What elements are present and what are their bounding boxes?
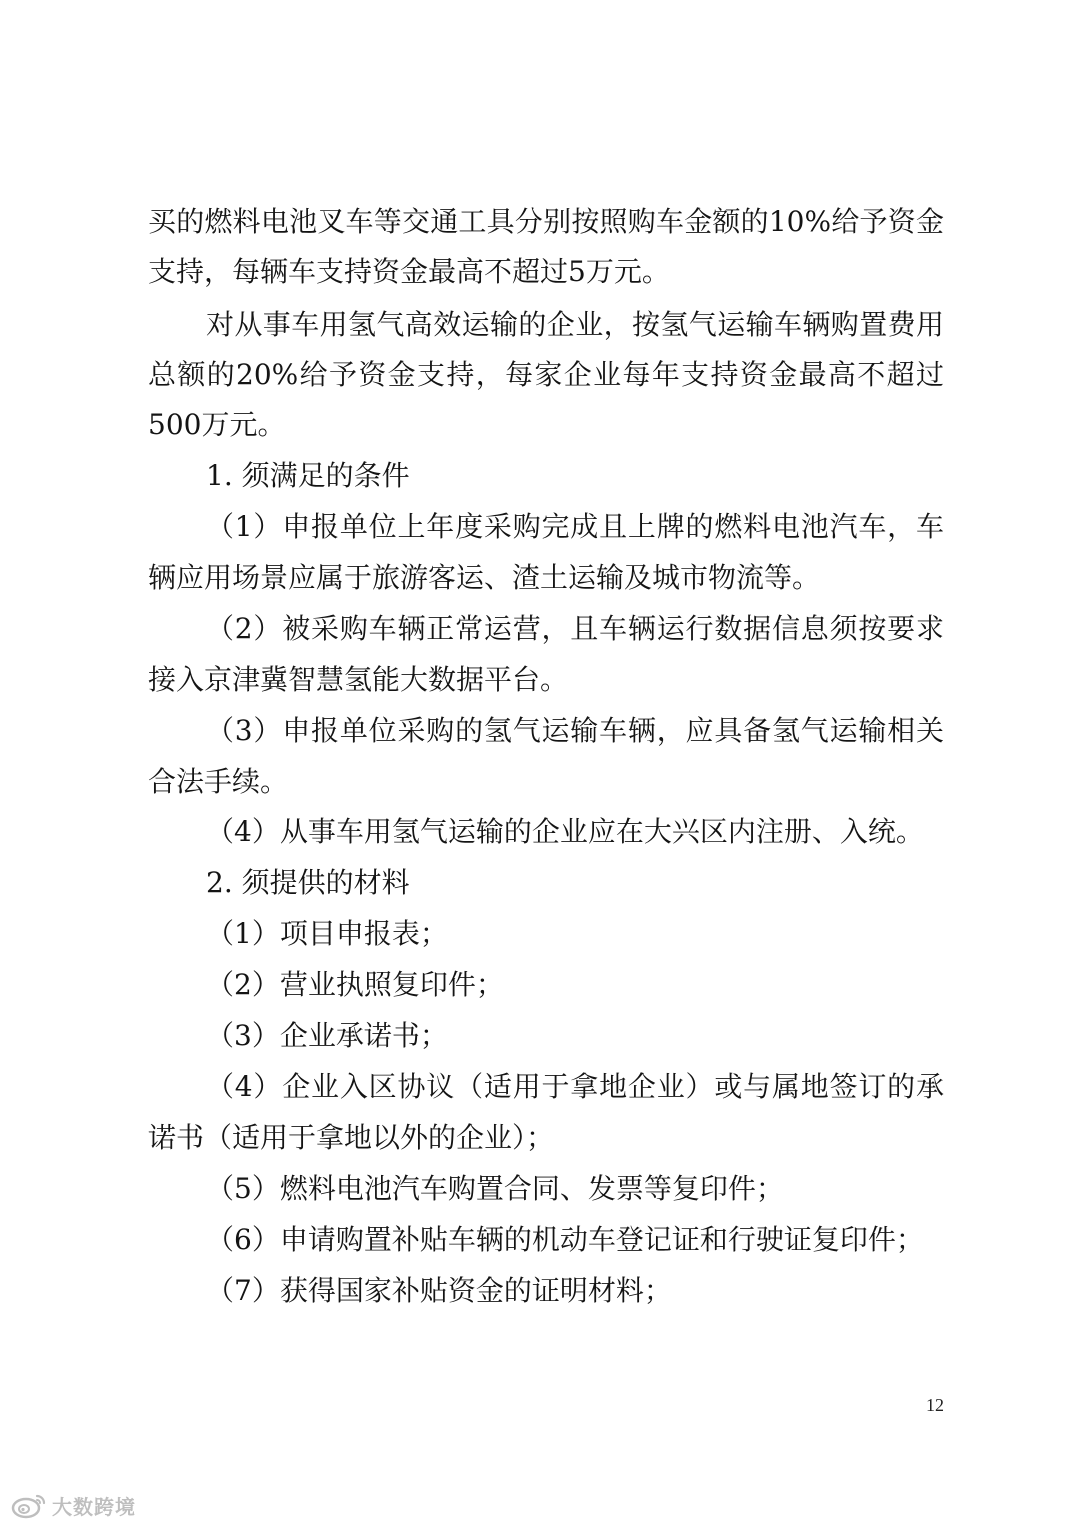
list-item-continuation: 诺书（适用于拿地以外的企业）； xyxy=(148,1121,555,1154)
section-heading: 1. 须满足的条件 xyxy=(206,459,410,492)
list-item: （4）企业入区协议（适用于拿地企业）或与属地签订的承 xyxy=(206,1070,944,1103)
list-item-continuation: 合法手续。 xyxy=(148,765,289,798)
list-item-continuation: 接入京津冀智慧氢能大数据平台。 xyxy=(148,663,569,696)
list-item: （3）申报单位采购的氢气运输车辆，应具备氢气运输相关 xyxy=(206,714,944,747)
list-item: （3）企业承诺书； xyxy=(206,1019,448,1052)
list-item: （6）申请购置补贴车辆的机动车登记证和行驶证复印件； xyxy=(206,1223,924,1256)
list-item-continuation: 辆应用场景应属于旅游客运、渣土运输及城市物流等。 xyxy=(148,561,821,594)
list-item: （2）被采购车辆正常运营，且车辆运行数据信息须按要求 xyxy=(206,612,944,645)
list-item: （7）获得国家补贴资金的证明材料； xyxy=(206,1274,672,1307)
paragraph-line: 支持，每辆车支持资金最高不超过5万元。 xyxy=(148,255,670,288)
watermark xyxy=(10,1490,136,1520)
list-item: （2）营业执照复印件； xyxy=(206,968,504,1001)
page-number: 12 xyxy=(926,1395,944,1415)
paragraph-line: 总额的20%给予资金支持，每家企业每年支持资金最高不超过 xyxy=(148,358,944,391)
section-heading: 2. 须提供的材料 xyxy=(206,866,410,899)
paragraph-line: 500万元。 xyxy=(148,408,286,441)
paragraph-line: 买的燃料电池叉车等交通工具分别按照购车金额的10%给予资金 xyxy=(148,205,944,238)
list-item: （1）项目申报表； xyxy=(206,917,448,950)
paragraph-line: 对从事车用氢气高效运输的企业，按氢气运输车辆购置费用 xyxy=(206,308,944,341)
list-item: （5）燃料电池汽车购置合同、发票等复印件； xyxy=(206,1172,784,1205)
list-item: （1）申报单位上年度采购完成且上牌的燃料电池汽车，车 xyxy=(206,510,944,543)
watermark-text: 大数跨境 xyxy=(52,1494,136,1519)
list-item: （4）从事车用氢气运输的企业应在大兴区内注册、入统。 xyxy=(206,815,924,848)
weibo-logo-icon xyxy=(10,1491,48,1519)
